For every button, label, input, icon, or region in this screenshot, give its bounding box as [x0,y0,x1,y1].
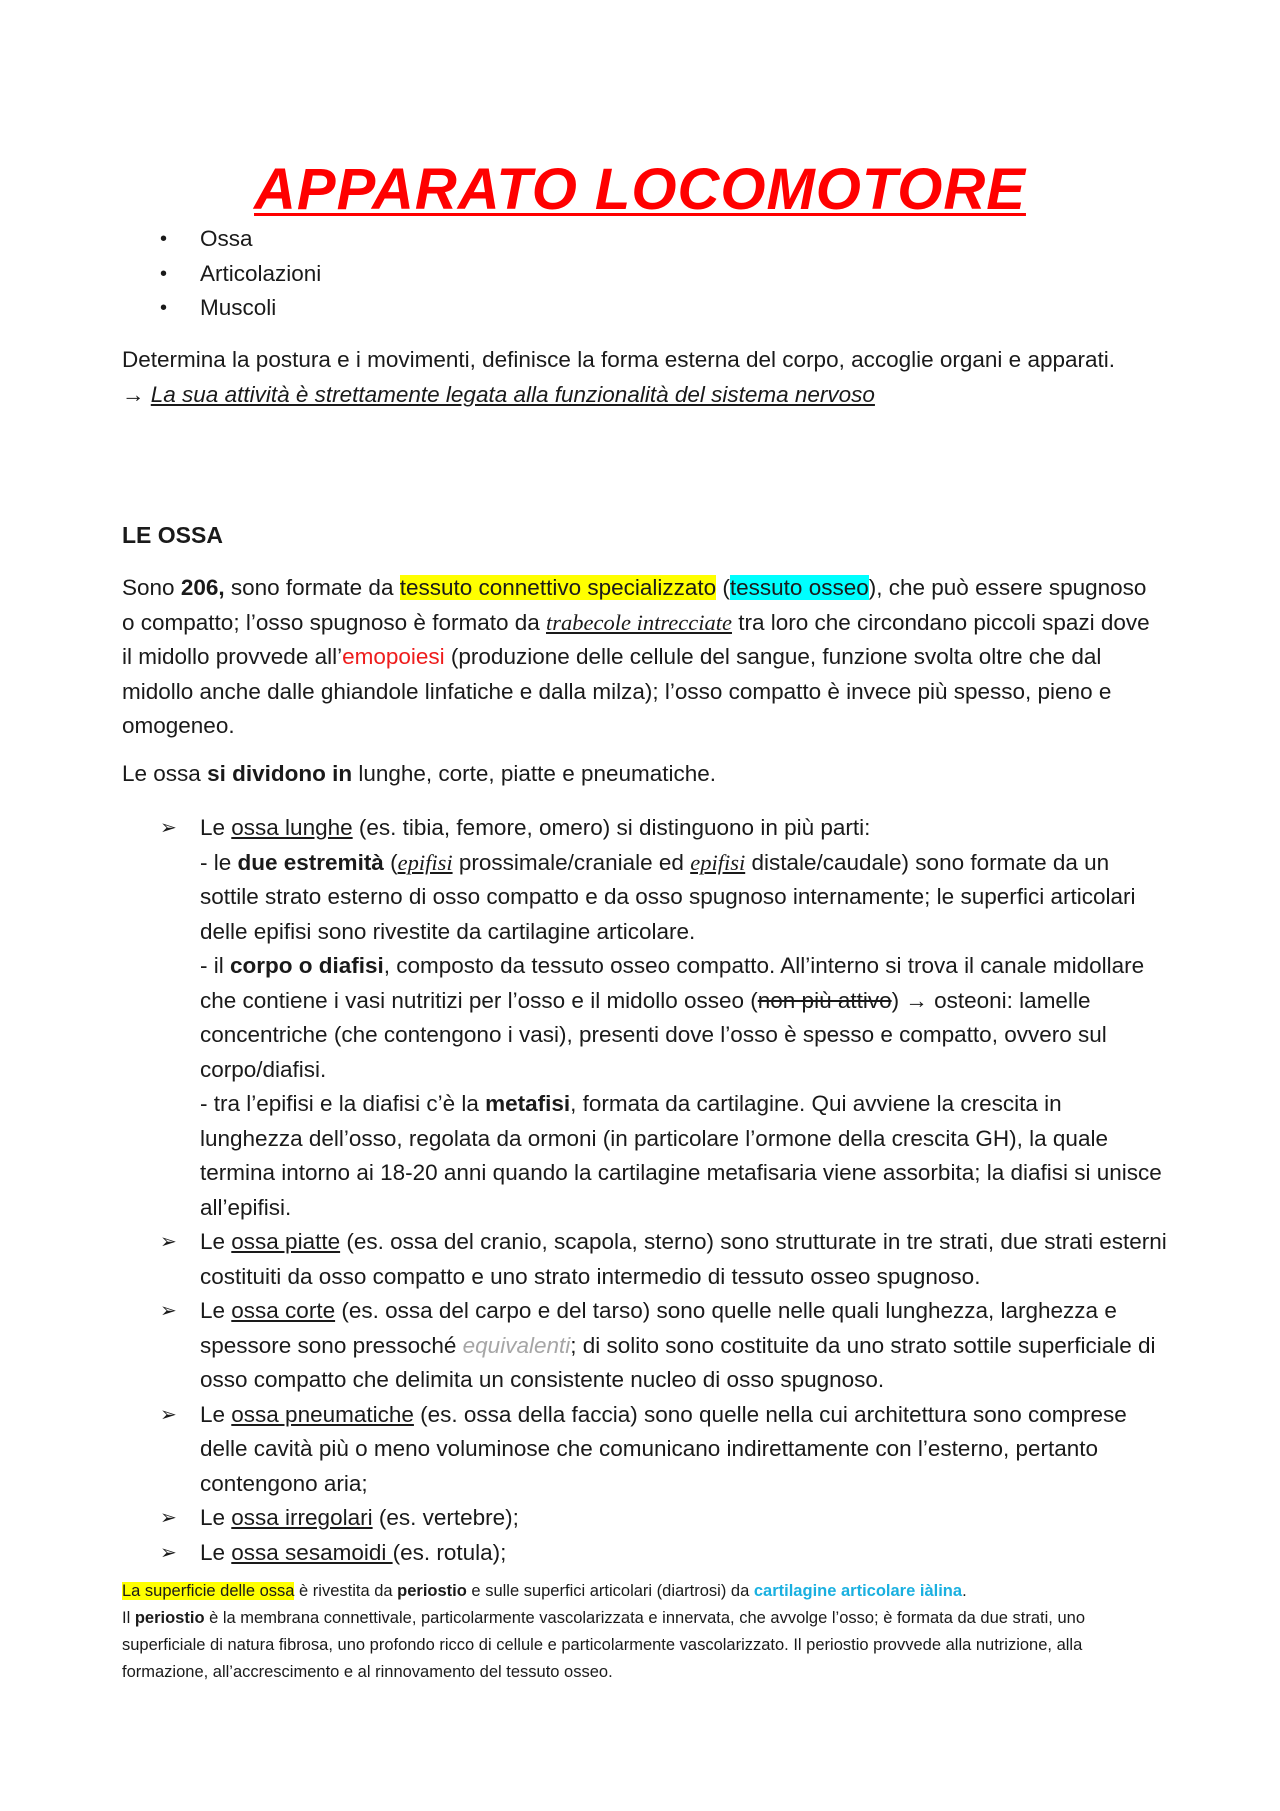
list-item: • Articolazioni [160,257,321,292]
list-item: ➢ Le ossa corte (es. ossa del carpo e del tarso) sono quelle nelle quali lunghezza, larghezza e spessore sono pressoché equivalenti; di solito sono costituite da uno strato sottile superficiale di osso compatto che delimita un consistente nucleo di osso spugnoso. [160,1294,1170,1398]
section-heading: LE OSSA [122,522,223,548]
bullet-icon: • [160,262,168,285]
highlight: tessuto connettivo specializzato [399,575,717,600]
list-item: ➢ Le ossa irregolari (es. vertebre); [160,1501,1170,1536]
highlight: tessuto osseo [729,575,869,600]
list-item: • Ossa [160,222,321,257]
footer-note: La superficie delle ossa è rivestita da periostio e sulle superfici articolari (diartrosi) da cartilagine articolare iàlina. Il periostio è la membrana connettivale, particolarmente vascolarizzata e innervata, che avvolge l’osso; è formata da due strati, uno superficiale di natura fibrosa, uno profondo ricco di cellule e particolarmente vascolarizzato. Il periostio provvede alla nutrizione, alla formazione, all’accrescimento e al rinnovamento del tessuto osseo. [122,1582,1086,1681]
arrow-bullet-icon: ➢ [160,1541,177,1564]
list-item: ➢ Le ossa pneumatiche (es. ossa della faccia) sono quelle nella cui architettura sono comprese delle cavità più o meno voluminose che comunicano indirettamente con l’esterno, pertanto contengono aria; [160,1398,1170,1502]
paragraph: Sono 206, sono formate da tessuto connettivo specializzato (tessuto osseo), che può essere spugnoso o compatto; l’osso spugnoso è formato da trabecole intrecciate tra loro che circondano piccoli spazi dove il midollo provvede all’emopoiesi (produzione delle cellule del sangue, funzione svolta oltre che dal midollo anche dalle ghiandole linfatiche e dalla milza); l’osso compatto è invece più spesso, pieno e omogeneo. [122,575,1150,738]
bullet-icon: • [160,228,168,250]
intro-note: La sua attività è strettamente legata alla funzionalità del sistema nervoso [150,381,875,407]
bone-types-list [160,811,1170,1570]
arrow-bullet-icon: ➢ [160,1507,177,1529]
arrow-bullet-icon: ➢ [160,1300,177,1322]
page-title: APPARATO LOCOMOTORE [254,157,1026,222]
arrow-bullet-icon: ➢ [160,1231,177,1253]
arrow-bullet-icon: ➢ [160,1403,177,1426]
topic-list [160,222,321,326]
list-item: ➢ Le ossa sesamoidi (es. rotula); [160,1536,1170,1571]
highlight: La superficie delle ossa [122,1582,295,1600]
list-item: ➢ Le ossa lunghe (es. tibia, femore, omero) si distinguono in più parti: - le due estremità (epifisi prossimale/craniale ed epifisi distale/caudale) sono formate da un sottile strato esterno di osso compatto e da osso spugnoso internamente; le superfici articolari delle epifisi sono rivestite da cartilagine articolare. - il corpo o diafisi, composto da tessuto osseo compatto. All’interno si trova il canale midollare che contiene i vasi nutritizi per l’osso e il midollo osseo (non più attivo) → osteoni: lamelle concentriche (che contengono i vasi), presenti dove l’osso è spesso e compatto, ovvero sul corpo/diafisi. - tra l’epifisi e la diafisi c’è la metafisi, formata da cartilagine. Qui avviene la crescita in lunghezza dell’osso, regolata da ormoni (in particolare l’ormone della crescita GH), la quale termina intorno ai 18-20 anni quando la cartilagine metafisaria viene assorbita; la diafisi si unisce all’epifisi. [160,811,1170,1225]
arrow-bullet-icon: ➢ [160,817,177,839]
list-item: • Muscoli [160,291,321,326]
list-item: ➢ Le ossa piatte (es. ossa del cranio, scapola, sterno) sono strutturate in tre strati, due strati esterni costituiti da osso compatto e uno strato intermedio di tessuto osseo spugnoso. [160,1225,1170,1294]
paragraph: Le ossa si dividono in lunghe, corte, piatte e pneumatiche. [122,761,717,786]
arrow-icon: → [122,381,145,407]
intro-paragraph: Determina la postura e i movimenti, definisce la forma esterna del corpo, accoglie organi e apparati. → La sua attività è strettamente legata alla funzionalità del sistema nervoso [122,347,1116,407]
bullet-icon: • [160,297,168,319]
